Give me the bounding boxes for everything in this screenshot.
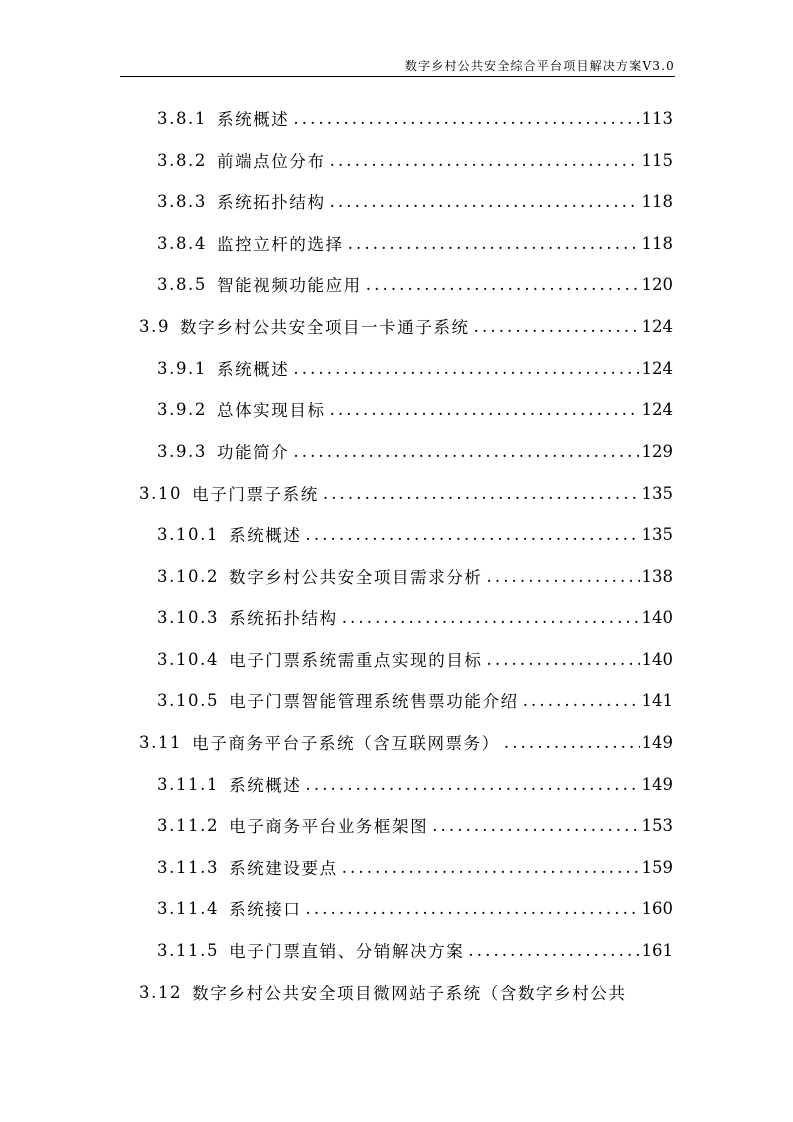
toc-leader-dots xyxy=(342,858,640,877)
toc-entry-number: 3.8.2 xyxy=(157,150,207,170)
toc-entry[interactable] xyxy=(157,148,673,172)
toc-entry-page: 118 xyxy=(641,191,673,211)
toc-entry-title: 系统接口 xyxy=(229,900,302,919)
toc-entry[interactable] xyxy=(157,231,673,255)
toc-entry-number: 3.11 xyxy=(139,732,183,752)
toc-entry[interactable] xyxy=(157,272,673,296)
toc-entry[interactable] xyxy=(157,938,673,962)
toc-entry-continued[interactable] xyxy=(139,980,673,1004)
toc-entry-number: 3.10.2 xyxy=(157,566,220,586)
toc-entry-title: 电子商务平台子系统（含互联网票务） xyxy=(192,734,500,753)
toc-leader-dots xyxy=(306,525,640,544)
toc-leader-dots xyxy=(487,567,640,586)
toc-leader-dots xyxy=(293,359,639,378)
toc-entry-title: 电子商务平台业务框架图 xyxy=(229,817,429,836)
toc-leader-dots xyxy=(323,484,640,503)
toc-leader-dots xyxy=(330,151,640,170)
toc-entry-number: 3.9.1 xyxy=(157,358,207,378)
toc-entry-page: 115 xyxy=(641,150,673,170)
toc-entry-number: 3.10.3 xyxy=(157,607,220,627)
toc-leader-dots xyxy=(330,192,640,211)
toc-entry[interactable] xyxy=(157,896,673,920)
toc-entry-title: 电子门票智能管理系统售票功能介绍 xyxy=(229,692,519,711)
toc-entry[interactable] xyxy=(157,813,673,837)
toc-entry-page: 149 xyxy=(641,774,673,794)
document-title: 数字乡村公共安全综合平台项目解决方案V3.0 xyxy=(404,59,675,73)
toc-entry-title: 总体实现目标 xyxy=(216,401,326,420)
toc-leader-dots xyxy=(487,650,640,669)
toc-entry-page: 138 xyxy=(641,566,673,586)
toc-entry-page: 120 xyxy=(641,274,673,294)
toc-entry-page: 113 xyxy=(641,108,673,128)
toc-leader-dots xyxy=(468,941,639,960)
toc-entry-number: 3.9.2 xyxy=(157,399,207,419)
toc-entry-page: 129 xyxy=(641,441,673,461)
toc-entry-title: 系统概述 xyxy=(229,776,302,795)
toc-entry-number: 3.8.1 xyxy=(157,108,207,128)
toc-leader-dots xyxy=(474,317,640,336)
toc-entry-number: 3.10.1 xyxy=(157,524,220,544)
toc-entry[interactable] xyxy=(157,647,673,671)
toc-entry[interactable] xyxy=(157,605,673,629)
toc-entry-number: 3.8.4 xyxy=(157,233,207,253)
toc-entry[interactable] xyxy=(157,356,673,380)
toc-entry-page: 118 xyxy=(641,233,673,253)
toc-entry[interactable] xyxy=(157,772,673,796)
toc-leader-dots xyxy=(293,109,639,128)
toc-entry[interactable] xyxy=(157,106,673,130)
toc-entry-number: 3.9.3 xyxy=(157,441,207,461)
toc-entry-number: 3.10.5 xyxy=(157,690,220,710)
toc-leader-dots xyxy=(306,775,640,794)
toc-entry-page: 124 xyxy=(641,316,673,336)
toc-entry-number: 3.10.4 xyxy=(157,649,220,669)
toc-entry-number: 3.8.3 xyxy=(157,191,207,211)
toc-entry-title: 系统概述 xyxy=(216,360,290,379)
toc-entry-page: 149 xyxy=(641,732,673,752)
toc-entry-title: 数字乡村公共安全项目一卡通子系统 xyxy=(180,318,470,337)
toc-entry[interactable] xyxy=(157,397,673,421)
toc-entry-title: 智能视频功能应用 xyxy=(216,276,362,295)
toc-entry[interactable] xyxy=(157,439,673,463)
toc-entry-title: 数字乡村公共安全项目微网站子系统（含数字乡村公共 xyxy=(192,984,627,1003)
toc-entry-title: 系统拓扑结构 xyxy=(216,193,326,212)
toc-leader-dots xyxy=(504,733,640,752)
toc-leader-dots xyxy=(342,608,640,627)
toc-entry-number: 3.11.4 xyxy=(157,898,220,918)
toc-entry-page: 140 xyxy=(641,649,673,669)
toc-entry-page: 135 xyxy=(641,524,673,544)
toc-entry-number: 3.12 xyxy=(139,982,183,1002)
toc-leader-dots xyxy=(432,816,639,835)
toc-entry[interactable] xyxy=(139,314,673,338)
toc-entry-title: 数字乡村公共安全项目需求分析 xyxy=(229,568,483,587)
toc-leader-dots xyxy=(523,691,640,710)
toc-leader-dots xyxy=(330,400,640,419)
toc-entry-number: 3.11.3 xyxy=(157,857,220,877)
toc-entry[interactable] xyxy=(157,564,673,588)
toc-entry-number: 3.8.5 xyxy=(157,274,207,294)
page-header xyxy=(120,58,675,77)
toc-entry-page: 141 xyxy=(641,690,673,710)
toc-entry-title: 功能简介 xyxy=(216,443,290,462)
toc-leader-dots xyxy=(348,234,640,253)
toc-entry-title: 系统拓扑结构 xyxy=(229,609,338,628)
toc-entry-title: 电子门票直销、分销解决方案 xyxy=(229,942,465,961)
toc-entry-title: 系统建设要点 xyxy=(229,859,338,878)
toc-entry-number: 3.11.1 xyxy=(157,774,220,794)
toc-entry-page: 124 xyxy=(641,358,673,378)
toc-entry[interactable] xyxy=(139,481,673,505)
toc-entry-page: 124 xyxy=(641,399,673,419)
toc-entry-page: 140 xyxy=(641,607,673,627)
toc-entry[interactable] xyxy=(157,855,673,879)
toc-entry-title: 电子门票子系统 xyxy=(192,485,319,504)
toc-entry-number: 3.9 xyxy=(139,316,171,336)
toc-entry-page: 135 xyxy=(641,483,673,503)
toc-entry-page: 160 xyxy=(641,898,673,918)
toc-entry-number: 3.10 xyxy=(139,483,183,503)
toc-entry[interactable] xyxy=(157,522,673,546)
toc-entry-page: 153 xyxy=(641,815,673,835)
toc-entry-title: 监控立杆的选择 xyxy=(216,235,344,254)
toc-entry-number: 3.11.5 xyxy=(157,940,220,960)
toc-entry-page: 161 xyxy=(641,940,673,960)
toc-entry-title: 前端点位分布 xyxy=(216,152,326,171)
toc-entry-page: 159 xyxy=(641,857,673,877)
toc-entry-number: 3.11.2 xyxy=(157,815,220,835)
toc-entry-title: 系统概述 xyxy=(229,526,302,545)
toc-entry[interactable] xyxy=(139,730,673,754)
toc-entry[interactable] xyxy=(157,189,673,213)
toc-entry-title: 电子门票系统需重点实现的目标 xyxy=(229,651,483,670)
toc-leader-dots xyxy=(293,442,639,461)
toc-leader-dots xyxy=(366,275,640,294)
toc-entry[interactable] xyxy=(157,688,673,712)
toc-entry-title: 系统概述 xyxy=(216,110,290,129)
toc-leader-dots xyxy=(306,899,640,918)
